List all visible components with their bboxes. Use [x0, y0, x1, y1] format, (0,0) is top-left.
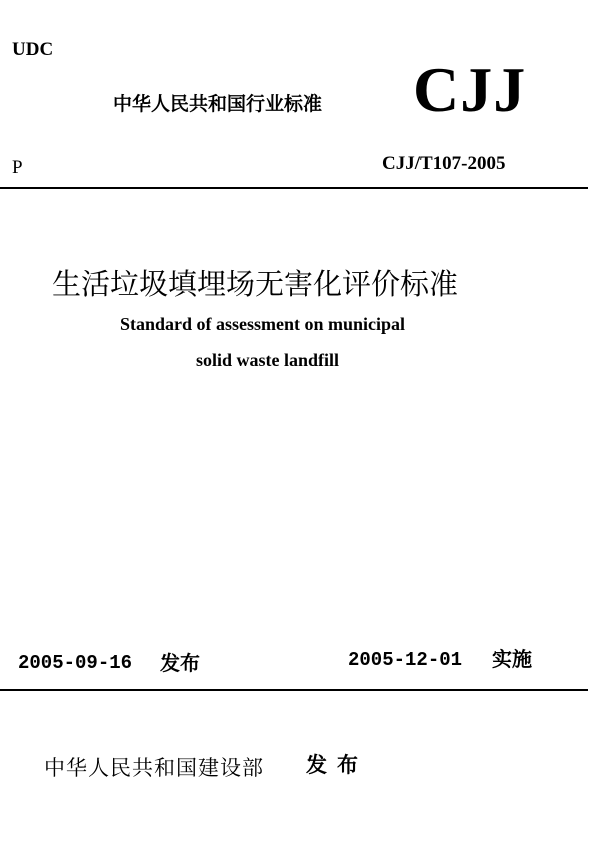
- issue-date: 2005-09-16: [18, 652, 133, 674]
- cjj-logo: CJJ: [413, 54, 527, 125]
- title-english-line1: Standard of assessment on municipal: [120, 314, 406, 334]
- publish-label: 发布: [306, 753, 368, 777]
- publisher: 中华人民共和国建设部: [44, 756, 264, 780]
- standard-category: 中华人民共和国行业标准: [113, 93, 323, 115]
- top-divider: [0, 187, 588, 189]
- implementation-label: 实施: [492, 647, 532, 671]
- standard-number: CJJ/T107-2005: [382, 153, 506, 174]
- bottom-divider: [0, 689, 588, 691]
- classification-code: P: [12, 157, 23, 178]
- title-english-line2: solid waste landfill: [196, 350, 340, 370]
- issue-label: 发布: [160, 651, 200, 675]
- udc-label: UDC: [12, 39, 54, 60]
- implementation-date: 2005-12-01: [348, 649, 463, 671]
- title-chinese: 生活垃圾填埋场无害化评价标准: [52, 267, 459, 301]
